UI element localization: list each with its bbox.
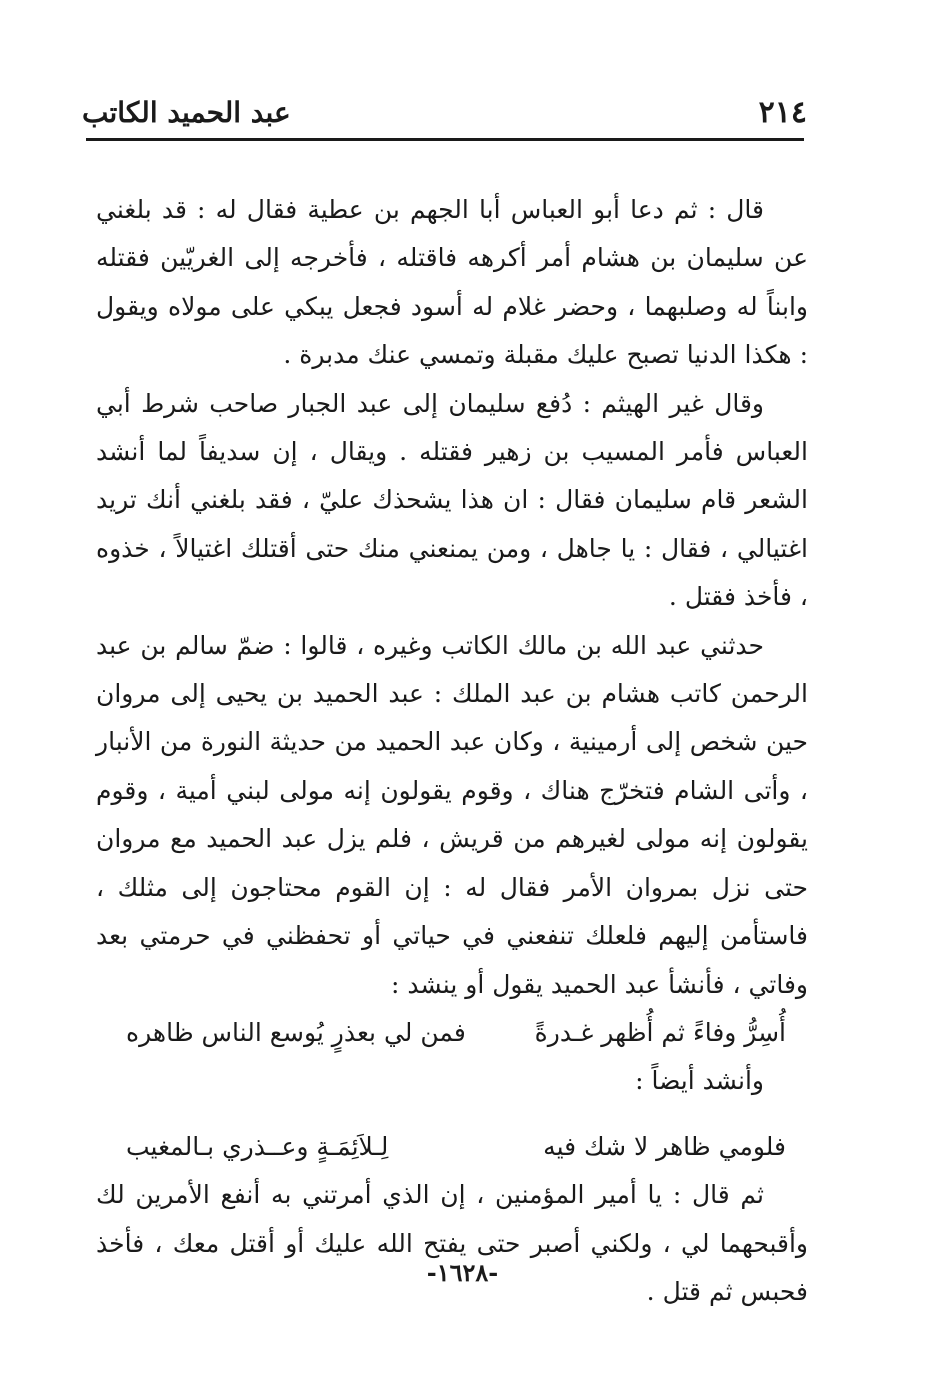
verse-first-hemistich: فلومي ظاهر لا شك فيه xyxy=(543,1132,786,1162)
paragraph: حدثني عبد الله بن مالك الكاتب وغيره ، قالوا : ضمّ سالم بن عبد الرحمن كاتب هشام بن عبد الملك : عبد الحميد بن يحيى إلى مروان حين شخص إلى أرمينية ، وكان عبد الحميد من حديثة النورة من الأنبار ، وأتى الشام فتخرّج هناك ، وقوم يقولون إنه مولى لبني أمية ، وقوم يقولون إنه مولى لغيرهم من قريش ، فلم يزل عبد الحميد مع مروان حتى نزل بمروان الأمر فقال له : إن القوم محتاجون إلى مثلك ، فاستأمن إليهم فلعلك تنفعني في حياتي أو تحفظني في حرمتي بعد وفاتي ، فأنشأ عبد الحميد يقول أو ينشد : xyxy=(96,630,808,999)
paragraph: ثم قال : يا أمير المؤمنين ، إن الذي أمرتني به أنفع الأمرين لك وأقبحهما لي ، ولكني أصبر حتى يفتح الله عليك أو أقتل معك ، فأخذ فحبس ثم قتل . xyxy=(96,1180,808,1307)
verse-second-hemistich: فمن لي بعذرٍ يُوسع الناس ظاهره xyxy=(126,1017,466,1047)
page-number: ٢١٤ xyxy=(758,94,807,130)
verse-second-hemistich: لِـلاَئِمَـةٍ وعــذري بـالمغيب xyxy=(126,1132,389,1162)
paragraph: وقال غير الهيثم : دُفع سليمان إلى عبد الجبار صاحب شرط أبي العباس فأمر المسيب بن زهير فقتله . ويقال ، إن سديفاً لما أنشد الشعر قام سليمان فقال : ان هذا يشحذك عليّ ، فقد بلغني أنك تريد اغتيالي ، فقال : يا جاهل ، ومن يمنعني منك حتى أقتلك اغتيالاً ، خذوه ، فأخذ فقتل . xyxy=(96,388,808,612)
header-rule xyxy=(86,138,804,141)
paragraph: قال : ثم دعا أبو العباس أبا الجهم بن عطية فقال له : قد بلغني عن سليمان بن هشام أمر أكرهه فاقتله ، فأخرجه إلى الغريّين فقتله وابناً له وصلبهما ، وحضر غلام له أسود فجعل يبكي على مولاه ويقول : هكذا الدنيا تصبح عليك مقبلة وتمسي عنك مدبرة . xyxy=(96,195,808,370)
verse-first-hemistich: أُسِرُّ وفاءً ثم أُظهر غـدرةً xyxy=(534,1017,786,1047)
running-title: عبد الحميد الكاتب xyxy=(82,95,291,129)
recitation-note: وأنشد أيضاً : xyxy=(635,1065,764,1095)
volume-page-number: -١٦٢٨- xyxy=(426,1258,499,1287)
verse-line xyxy=(96,1009,808,1057)
main-text xyxy=(96,186,808,1317)
page-header xyxy=(82,88,807,136)
verse-line xyxy=(96,1123,808,1171)
